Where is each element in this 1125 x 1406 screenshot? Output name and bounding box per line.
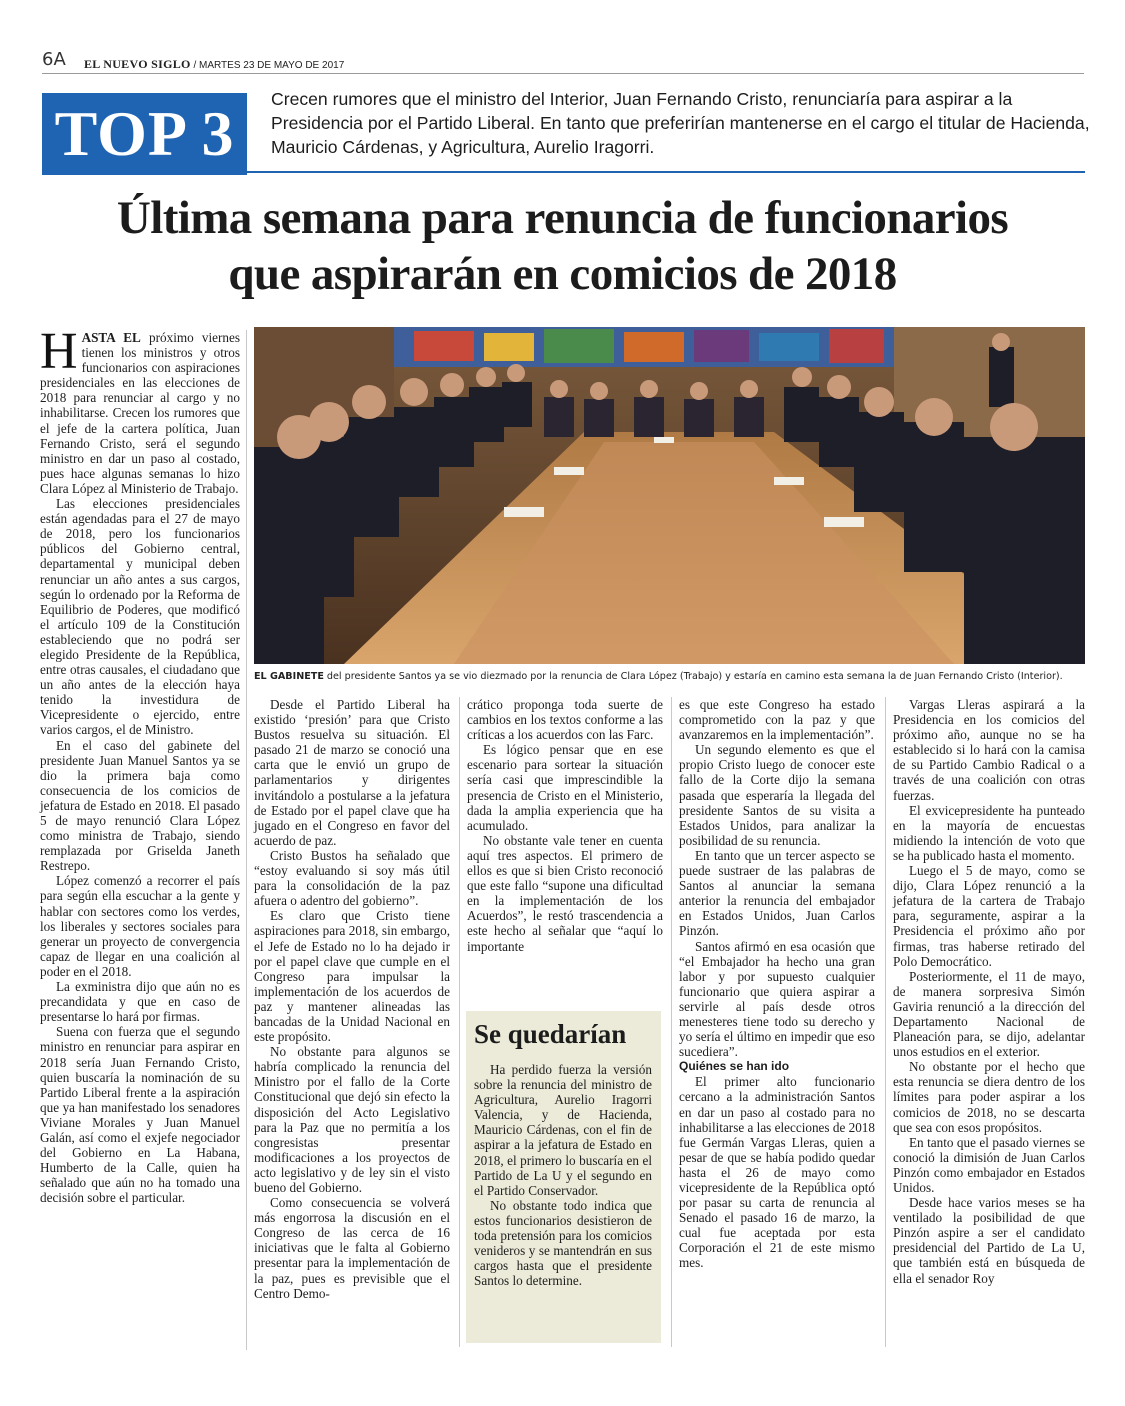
paragraph: Es claro que Cristo tiene aspiraciones para 2018, sin embargo, el Jefe de Estado no lo ha dejado ir por el papel clave que cumple en el Congreso para impulsar la implementación de los acuerdos de paz y mantener alineadas las bancadas de la Unidad Nacional en este propósito. — [254, 908, 450, 1045]
paragraph: No obstante para algunos se habría complicado la renuncia del Ministro por el fallo de la Corte Constitucional que dejó sin efecto la disposición del Acto Legislativo para la Paz que no permitía a los congresistas presentar modificaciones a los proyectos de acto legislativo y de ley sin el visto bueno del Gobierno. — [254, 1044, 450, 1195]
sidebar-paragraph: No obstante todo indica que estos funcionarios desistieron de toda pretensión para los comicios venideros y se mantendrán en sus cargos hasta que el presidente Santos lo determine. — [474, 1197, 652, 1289]
paragraph: Cristo Bustos ha señalado que “estoy evaluando si soy más útil para la consolidación de la paz afuera o adentro del gobierno”. — [254, 847, 450, 909]
paragraph: Las elecciones presidenciales están agendadas para el 27 de mayo de 2018, pero los funcionarios públicos del Gobierno central, departamental y municipal deben renunciar un año antes a sus cargos, según lo ordenado por la Reforma de Equilibrio de Poderes, que modificó el artículo 109 de la Constitución estableciendo que no podrá ser elegido Presidente de la República, entre otras causales, el ciudadano que un año antes de la elección haya tenido la investidura de Vicepresidente o ejercido, entre varios cargos, el de Ministro. — [40, 496, 240, 738]
paragraph: Luego el 5 de mayo, como se dijo, Clara López renunció a la jefatura de la cartera de Trabajo para, seguramente, aspirar a la Presidencia el próximo año por firmas, tras haberse retirado del Polo Democrático. — [893, 863, 1085, 969]
article-column-2 — [254, 697, 450, 1301]
article-column-5 — [893, 697, 1085, 1286]
article-column-4 — [679, 697, 875, 1271]
lead-in-bold: ASTA EL — [81, 330, 141, 345]
photo-caption — [254, 670, 1094, 683]
paragraph: Como consecuencia se volverá más engorrosa la discusión en el Congreso de las cerca de 16 iniciativas que le falta al Gobierno presentar para la implementación de la paz, pues es previsible que el Centro Demo- — [254, 1195, 450, 1301]
cabinet-photo — [254, 327, 1085, 664]
paragraph: Desde el Partido Liberal ha existido ‘presión’ para que Cristo Bustos resuelva su situación. El pasado 21 de marzo se conoció una carta que le envió un grupo de parlamentarios y dirigentes invitándolo a postularse a la jefatura de Estado por el papel clave que ha jugado en el Congreso en favor del acuerdo de paz. — [254, 697, 450, 848]
paragraph: El exvicepresidente ha punteado en la mayoría de encuestas midiendo la intención de voto que se ha publicado hasta el momento. — [893, 802, 1085, 863]
paragraph: Vargas Lleras aspirará a la Presidencia en los comicios del próximo año, aunque no se ha establecido si lo hará con la camisa de su Partido Cambio Radical o a través de una coalición con otras fuerzas. — [893, 697, 1085, 803]
page-number: 6A — [42, 49, 66, 70]
opening-paragraph — [40, 323, 240, 496]
top3-badge: TOP 3 — [42, 93, 247, 175]
header-rule — [42, 73, 1084, 74]
sidebar-text — [474, 1062, 652, 1288]
paragraph: El primer alto funcionario cercano a la administración Santos en dar un paso al costado para no inhabilitarse a las elecciones de 2018 fue Germán Vargas Lleras, quien a pesar de que se había podido quedar hasta el 26 de mayo como vicepresidente de la República optó por pasar su carta de renuncia al Senado el pasado 16 de marzo, la cual fue aceptada por esta Corporación el 21 de este mismo mes. — [679, 1074, 875, 1271]
column-rule — [459, 697, 460, 1347]
paper-name: EL NUEVO SIGLO — [84, 57, 191, 71]
masthead-line — [84, 57, 344, 72]
paragraph: En tanto que el pasado viernes se conoció la dimisión de Juan Carlos Pinzón como embajador en Estados Unidos. — [893, 1134, 1085, 1195]
paragraph: López comenzó a recorrer el país para según ella escuchar a la gente y hablar con sectores como los verdes, los liberales y sectores sociales para generar un proyecto de convergencia capaz de llegar en una coalición al poder en el 2018. — [40, 873, 240, 979]
paragraph: Suena con fuerza que el segundo ministro en renunciar para aspirar en 2018 sería Juan Fernando Cristo, quien buscaría la nominación de su Partido Liberal frente a la aspiración que ya han manifestado los senadores Viviane Morales y Juan Manuel Galán, así como el exjefe negociador del Gobierno en La Habana, Humberto de la Calle, quien ha señalado que aún no ha tomado una decisión sobre el particular. — [40, 1024, 240, 1206]
paragraph: Posteriormente, el 11 de mayo, de manera sorpresiva Simón Gaviria renunció a la dirección del Departamento Nacional de Planeación para, se dijo, adelantar unos estudios en el exterior. — [893, 968, 1085, 1060]
paragraph: es que este Congreso ha estado comprometido con la paz y que avanzaremos en la implementación”. — [679, 697, 875, 743]
date-line: / MARTES 23 DE MAYO DE 2017 — [193, 60, 345, 71]
column-rule — [246, 330, 247, 1350]
subheading-gone: Quiénes se han ido — [679, 1059, 790, 1074]
badge-underline — [247, 171, 1085, 173]
paragraph: Santos afirmó en esa ocasión que “el Embajador ha hecho una gran labor y por supuesto cualquier funcionario que quiera aspirar a servirle al país desde otros menesteres tiene todo su derecho y yo sería el último en impedir que eso sucediera”. — [679, 938, 875, 1060]
paragraph: Es lógico pensar que en ese escenario para sortear la situación sería casi que imprescindible la presencia de Cristo en el Ministerio, dada la amplia experiencia que ha acumulado. — [467, 742, 663, 833]
paragraph: La exministra dijo que aún no es precandidata y que en caso de presentarse lo hará por firmas. — [40, 979, 240, 1025]
headline — [20, 190, 1105, 302]
paragraph: No obstante vale tener en cuenta aquí tres aspectos. El primero de ellos es que si bien Cristo reconoció que este fallo “supone una dificultad en la implementación de los Acuerdos”, le restó trascendencia a este hecho al señalar que “aquí lo importante — [467, 832, 663, 954]
cabinet-meeting-illustration — [254, 327, 1085, 664]
paragraph: En el caso del gabinete del presidente Juan Manuel Santos ya se dio la primera baja como consecuencia de los comicios de jefatura de Estado en 2018. El pasado 5 de mayo renunció Clara López como ministra de Trabajo, siendo remplazada por Griselda Janeth Restrepo. — [40, 737, 240, 874]
lead-summary: Crecen rumores que el ministro del Interior, Juan Fernando Cristo, renunciaría para aspirar a la Presidencia por el Partido Liberal. En tanto que preferirían mantenerse en el cargo el titular de Hacienda, Mauricio Cárdenas, y Agricultura, Aurelio Iragorri. — [271, 89, 1090, 157]
headline-line-1: Última semana para renuncia de funcionarios — [116, 192, 1009, 244]
paragraph: Un segundo elemento es que el propio Cristo luego de conocer este fallo de la Corte dijo la semana pasada que esperaría la llegada del presidente Santos de su visita a Estados Unidos, para analizar la posibilidad de su renuncia. — [679, 742, 875, 848]
column-rule — [885, 697, 886, 1347]
sidebar-title: Se quedarían — [474, 1019, 627, 1049]
sidebar-paragraph: Ha perdido fuerza la versión sobre la renuncia del ministro de Agricultura, Aurelio Iragorri Valencia, y de Hacienda, Mauricio Cárdenas, con el fin de aspirar a la jefatura de Estado en 2018, el primero lo buscaría en el Partido de La U y el segundo en el Partido Conservador. — [474, 1062, 652, 1198]
headline-line-2: que aspirarán en comicios de 2018 — [228, 248, 897, 300]
article-column-3 — [467, 697, 663, 954]
paragraph: En tanto que un tercer aspecto se puede sustraer de las palabras de Santos al anunciar la semana anterior la renuncia del embajador en Estados Unidos, Juan Carlos Pinzón. — [679, 847, 875, 939]
column-rule — [671, 697, 672, 1347]
paragraph: crático proponga toda suerte de cambios en los textos conforme a las críticas a los acuerdos con las Farc. — [467, 697, 663, 743]
drop-cap: H — [40, 323, 78, 380]
paragraph-text: próximo viernes tienen los ministros y otros funcionarios con aspiraciones presidenciales en las elecciones de 2018 para renunciar al cargo y no inhabilitarse. Crecen los rumores que el jefe de la cartera política, Juan Fernando Cristo, será el segundo ministro en dar un paso al costado, pues hace algunas semanas lo hizo Clara López al Ministerio de Trabajo. — [40, 330, 240, 496]
caption-label: EL GABINETE — [254, 671, 324, 682]
caption-text: del presidente Santos ya se vio diezmado por la renuncia de Clara López (Trabajo) y estaría en camino esta semana la de Juan Fernando Cristo (Interior). — [323, 671, 1063, 682]
article-column-1 — [40, 323, 240, 1206]
paragraph: No obstante por el hecho que esta renuncia se diera dentro de los límites para poder aspirar a los comicios de 2018, no se descarta que sea con esos propósitos. — [893, 1059, 1085, 1135]
paragraph: Desde hace varios meses se ha ventilado la posibilidad de que Pinzón aspire a ser el candidato presidencial del Partido de La U, que también está en búsqueda de ella el senador Roy — [893, 1195, 1085, 1286]
